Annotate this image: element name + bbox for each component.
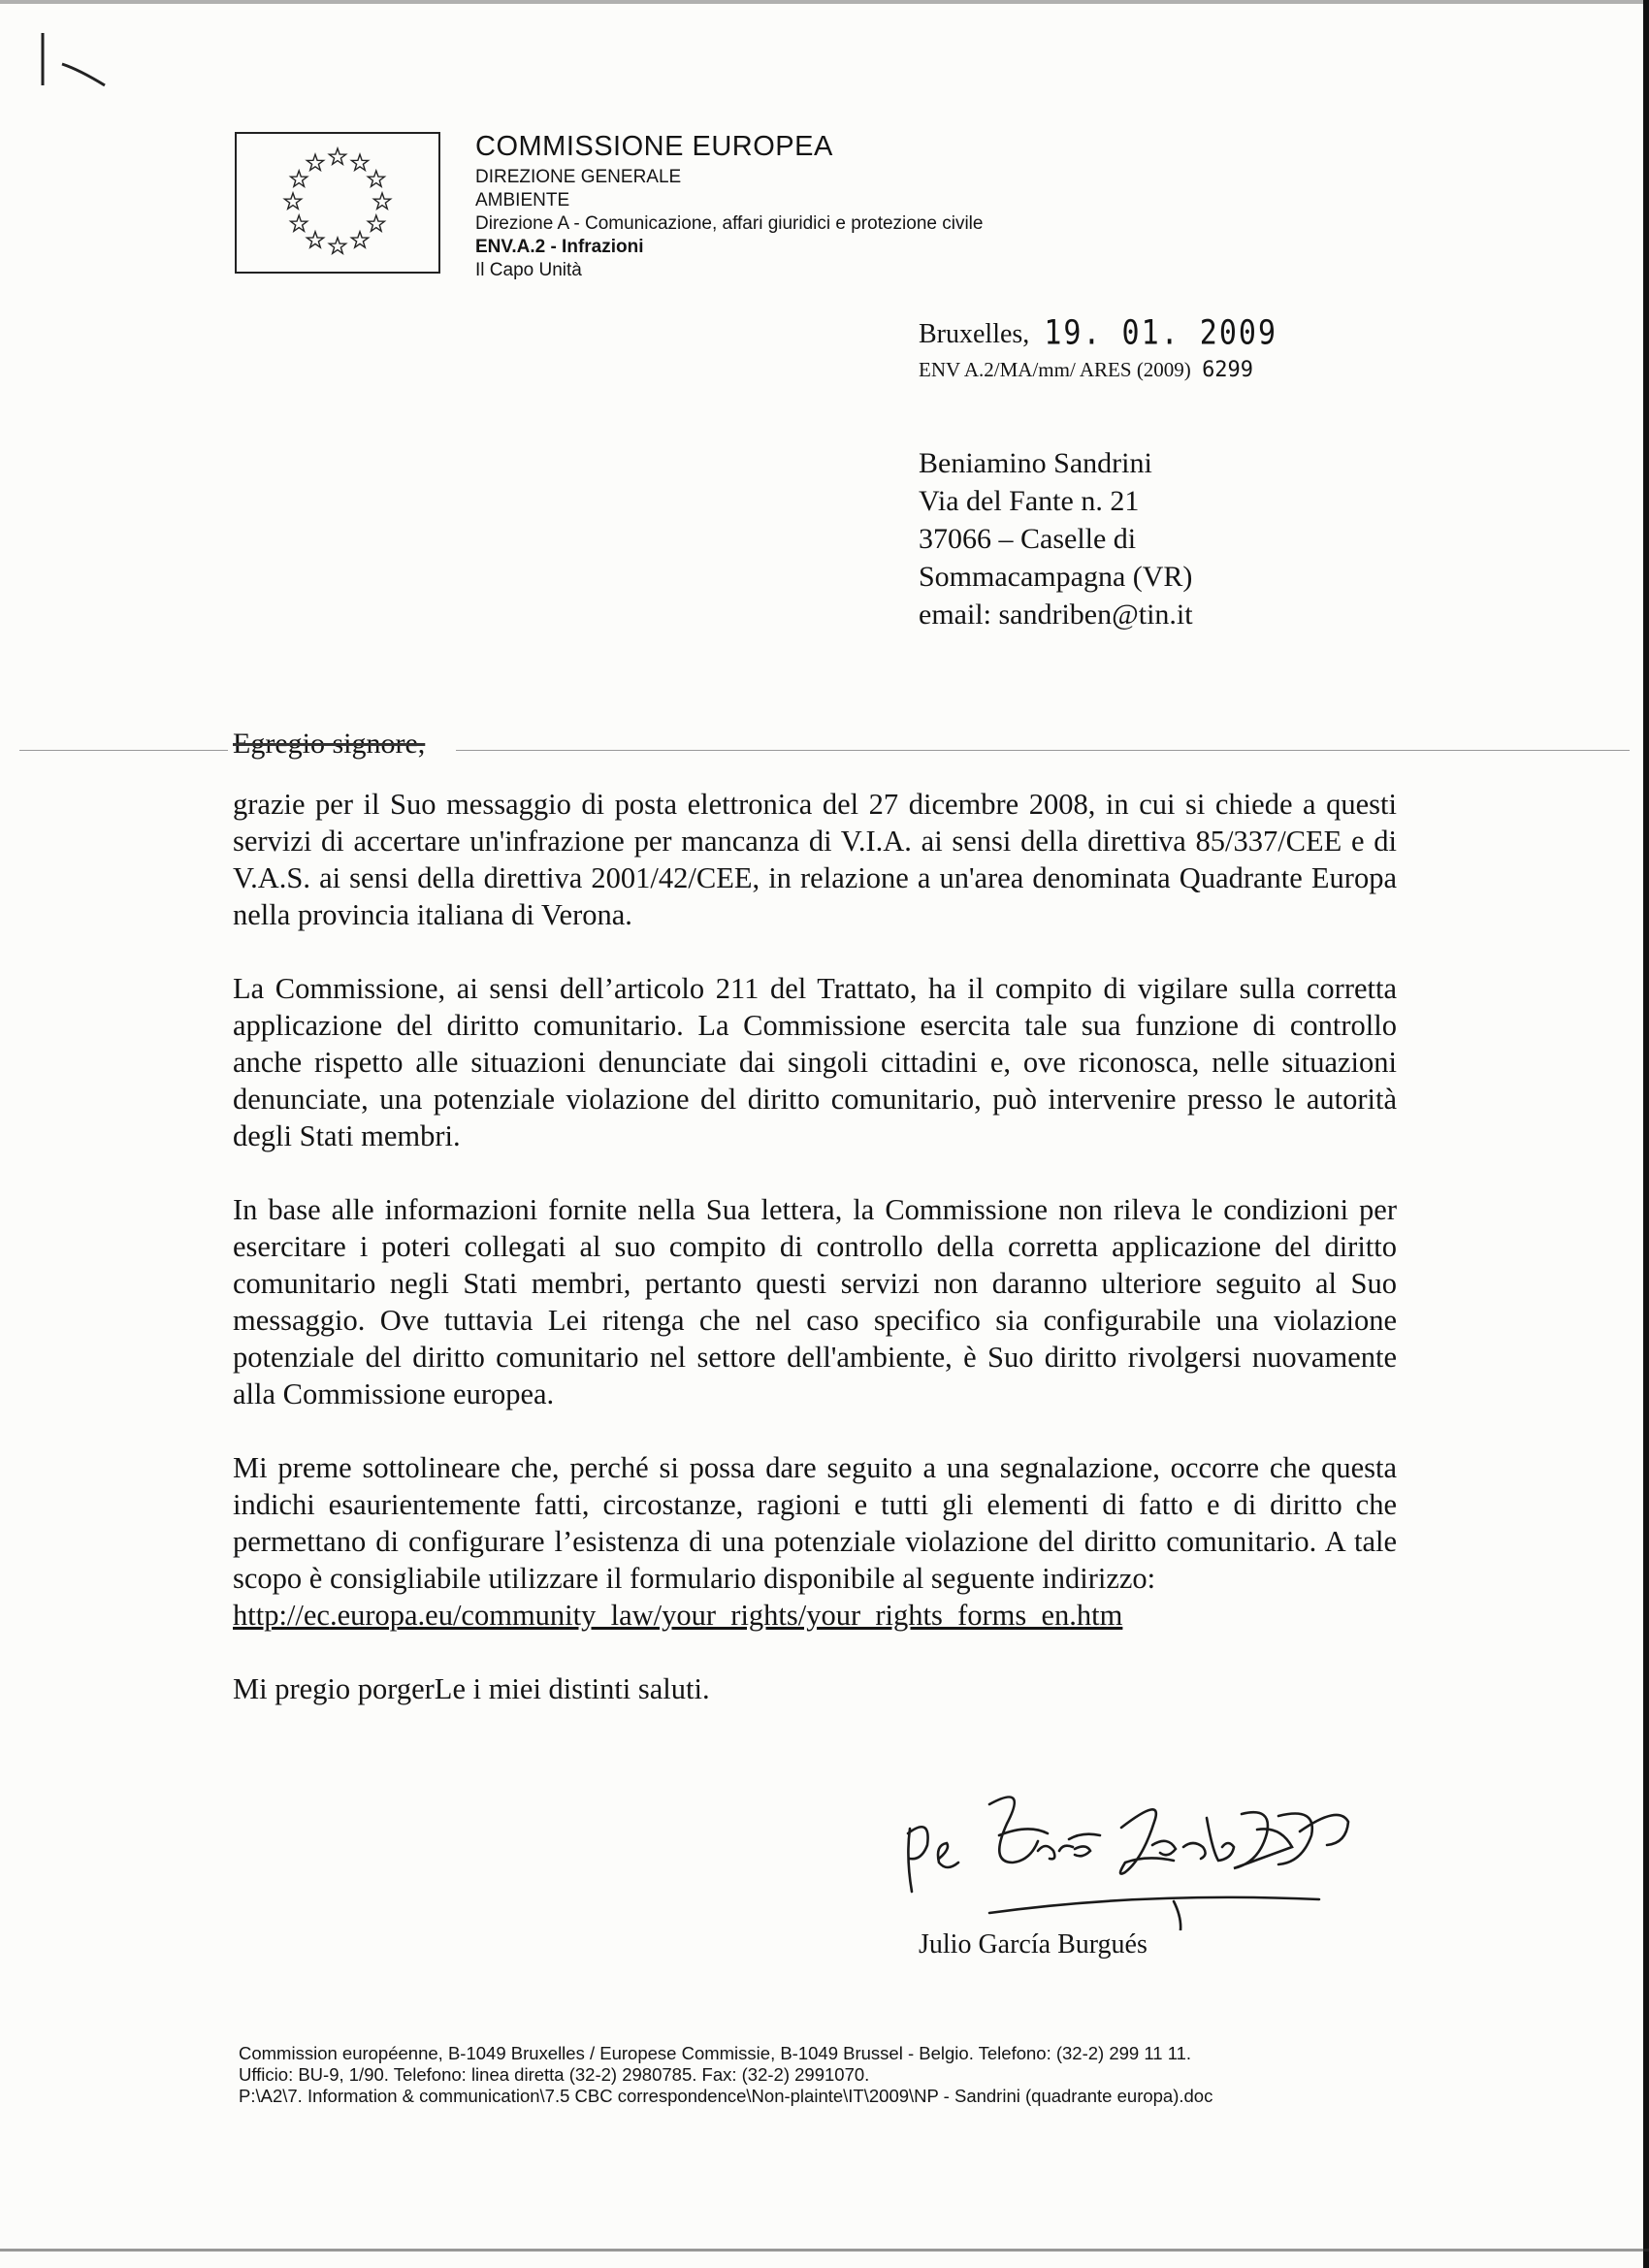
scan-rule-right <box>456 750 1630 751</box>
recipient-town: Sommacampagna (VR) <box>919 561 1193 593</box>
star-icon <box>291 171 307 186</box>
unit-line: ENV.A.2 - Infrazioni <box>475 236 644 257</box>
city-label: Bruxelles, <box>919 319 1030 349</box>
letter-body <box>233 786 1397 1744</box>
paragraph-1: grazie per il Suo messaggio di posta elettronica del 27 dicembre 2008, in cui si chiede a questi servizi di accertare un'infrazione per mancanza di V.I.A. ai sensi della direttiva 85/337/CEE e di V.A.S. ai sensi della direttiva 2001/42/CEE, in relazione a un'area denominata Quadrante Europa nella provincia italiana di Verona. <box>233 788 1397 931</box>
scan-edge-top <box>0 0 1649 4</box>
scan-edge-bottom <box>0 2249 1649 2252</box>
paragraph-3: In base alle informazioni fornite nella Sua lettera, la Commissione non rileva le condizioni per esercitare i poteri collegati al suo compito di controllo della corretta applicazione del diritto comunitario negli Stati membri, pertanto questi servizi non daranno ulteriore seguito al Suo messaggio. Ove tuttavia Lei ritenga che nel caso specifico sia configurabile una violazione potenziale del diritto comunitario nel settore dell'ambiente, è Suo diritto rivolgersi nuovamente alla Commissione europea. <box>233 1193 1397 1410</box>
eu-stars-icon <box>237 134 438 272</box>
directorate-line: Direzione A - Comunicazione, affari giuridici e protezione civile <box>475 212 984 234</box>
scan-edge-right <box>1643 0 1649 2268</box>
star-icon <box>373 193 390 209</box>
star-icon <box>284 193 301 209</box>
star-icon <box>368 171 384 186</box>
star-icon <box>291 215 307 231</box>
handwritten-corner-mark <box>29 27 116 95</box>
footer-address: Commission européenne, B-1049 Bruxelles / Europese Commissie, B-1049 Brussel - Belgio. Telefono: (32-2) 299 11 11. <box>239 2043 1192 2063</box>
star-icon <box>307 232 323 247</box>
forms-link[interactable]: http://ec.europa.eu/community_law/your_rights/your_rights_forms_en.htm <box>233 1599 1123 1632</box>
footer-office: Ufficio: BU-9, 1/90. Telefono: linea diretta (32-2) 2980785. Fax: (32-2) 2991070. <box>239 2064 870 2085</box>
letter-footer <box>239 2043 1212 2107</box>
handwritten-signature <box>892 1766 1474 1930</box>
star-icon <box>368 215 384 231</box>
eu-flag-logo <box>235 132 440 274</box>
footer-filepath: P:\A2\7. Information & communication\7.5 CBC correspondence\Non-plainte\IT\2009\NP - Sandrini (quadrante europa).doc <box>239 2086 1213 2106</box>
letterhead <box>475 130 983 282</box>
reference-line <box>919 358 1253 382</box>
date-line <box>919 313 1278 353</box>
salutation: Egregio signore, <box>233 728 426 760</box>
star-icon <box>351 154 368 170</box>
date-stamp: 19. 01. 2009 <box>1044 313 1278 353</box>
paragraph-2: La Commissione, ai sensi dell’articolo 211 del Trattato, ha il compito di vigilare sulla corretta applicazione del diritto comunitario. La Commissione esercita tale sua funzione di controllo anche rispetto alle situazioni denunciate dai singoli cittadini e, ove riconosca, nelle situazioni denunciate, una potenziale violazione del diritto comunitario, può intervenire presso le autorità degli Stati membri. <box>233 972 1397 1152</box>
scan-rule-left <box>19 750 228 751</box>
dg-line-2: AMBIENTE <box>475 189 570 211</box>
recipient-address <box>919 444 1193 633</box>
star-icon <box>329 238 345 253</box>
paragraph-4: Mi preme sottolineare che, perché si possa dare seguito a una segnalazione, occorre che questa indichi esaurientemente fatti, circostanze, ragioni e tutti gli elementi di fatto e di diritto che permettano di configurare l’esistenza di una potenziale violazione del diritto comunitario. A tale scopo è consigliabile utilizzare il formulario disponibile al seguente indirizzo: <box>233 1451 1397 1595</box>
dg-line-1: DIREZIONE GENERALE <box>475 166 682 187</box>
signatory-name: Julio García Burgués <box>919 1929 1148 1960</box>
org-name: COMMISSIONE EUROPEA <box>475 131 833 162</box>
star-icon <box>307 154 323 170</box>
role-line: Il Capo Unità <box>475 259 582 280</box>
recipient-name: Beniamino Sandrini <box>919 447 1152 479</box>
recipient-street: Via del Fante n. 21 <box>919 485 1140 517</box>
reference-code: ENV A.2/MA/mm/ ARES (2009) <box>919 358 1191 381</box>
closing-line: Mi pregio porgerLe i miei distinti saluti. <box>233 1672 710 1705</box>
star-icon <box>329 148 345 164</box>
recipient-city: 37066 – Caselle di <box>919 523 1137 555</box>
reference-number: 6299 <box>1202 358 1254 382</box>
star-icon <box>351 232 368 247</box>
recipient-email: email: sandriben@tin.it <box>919 599 1193 631</box>
